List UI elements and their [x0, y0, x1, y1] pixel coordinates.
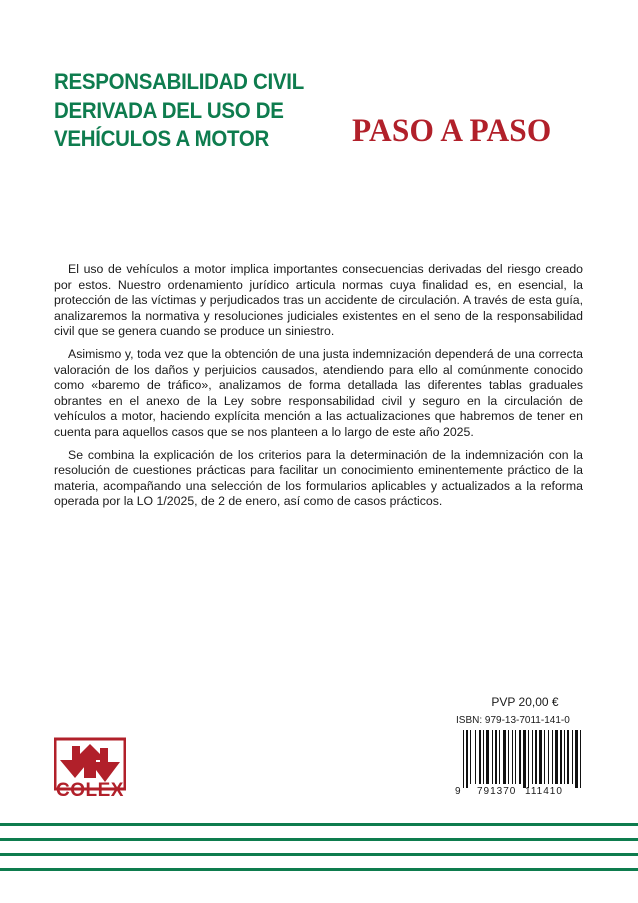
- description-paragraph-2: Asimismo y, toda vez que la obtención de una justa indemnización dependerá de una correcta valoración de los daños y perjuicios causados, atendiendo para ello al comúnmente conocido como «baremo de tráfico», analizamos de forma detallada las diferentes tablas graduales obrantes en el anexo de la Ley sobre responsabilidad civil y seguro en la circulación de vehículos a motor, haciendo explícita mención a las actualizaciones que habremos de tener en cuenta para aquellos casos que se nos planteen a lo largo de este año 2025.: [54, 346, 583, 439]
- title-line-3: VEHÍCULOS A MOTOR: [54, 126, 270, 151]
- series-name: PASO A PASO: [352, 113, 552, 149]
- barcode-bar: [515, 730, 516, 784]
- book-title: [54, 68, 304, 154]
- barcode-digit-first: 9: [455, 786, 461, 797]
- barcode-bar: [580, 730, 581, 788]
- barcode-bars: [463, 730, 581, 788]
- description-paragraph-3: Se combina la explicación de los criterios para la determinación de la indemnización con la resolución de cuestiones prácticas para facilitar un conocimiento eminentemente práctico de la materia, acompañando una selección de los formularios aplicables y actualizados a la reforma operada por la LO 1/2025, de 2 de enero, así como de casos prácticos.: [54, 447, 583, 509]
- barcode-group-right: 111410: [525, 786, 563, 797]
- footer-stripe-2: [0, 838, 638, 841]
- footer-stripe-3: [0, 853, 638, 856]
- barcode-bar: [499, 730, 500, 784]
- barcode-bar: [479, 730, 481, 784]
- barcode: [455, 728, 583, 798]
- barcode-bar: [555, 730, 558, 784]
- barcode-bar: [463, 730, 464, 788]
- footer-stripe-1: [0, 823, 638, 826]
- barcode-bar: [532, 730, 533, 784]
- barcode-group-left: 791370: [477, 786, 517, 797]
- barcode-bar: [548, 730, 549, 784]
- barcode-bar: [466, 730, 468, 788]
- back-cover-description: [54, 262, 583, 517]
- publisher-name: COLEX: [56, 780, 124, 801]
- barcode-bar: [503, 730, 506, 784]
- description-paragraph-1: El uso de vehículos a motor implica importantes consecuencias derivadas del riesgo creado por estos. Nuestro ordenamiento jurídico articula normas cuya finalidad es, en esencial, la protección de las víctimas y perjudicados tras un accidente de circulación. A través de esta guía, analizaremos la normativa y resoluciones judiciales existentes en el seno de la responsabilidad civil que se genera cuando se produce un siniestro.: [54, 262, 583, 339]
- barcode-bar: [483, 730, 484, 784]
- barcode-bar: [492, 730, 493, 784]
- barcode-bar: [486, 730, 489, 784]
- barcode-bar: [512, 730, 513, 784]
- barcode-bar: [572, 730, 573, 784]
- barcode-bar: [564, 730, 565, 784]
- barcode-bar: [575, 730, 578, 788]
- barcode-bar: [552, 730, 553, 784]
- barcode-bar: [508, 730, 509, 784]
- barcode-bar: [475, 730, 476, 784]
- barcode-bar: [528, 730, 529, 788]
- isbn-label: ISBN: 979-13-7011-141-0: [456, 715, 570, 726]
- barcode-bar: [567, 730, 569, 784]
- price-label: PVP 20,00 €: [491, 695, 559, 709]
- footer-stripe-4: [0, 868, 638, 871]
- barcode-bar: [523, 730, 526, 788]
- barcode-bar: [535, 730, 537, 784]
- barcode-bar: [544, 730, 545, 784]
- barcode-bar: [519, 730, 521, 784]
- title-line-1: RESPONSABILIDAD CIVIL: [54, 69, 304, 94]
- barcode-bar: [539, 730, 542, 784]
- title-line-2: DERIVADA DEL USO DE: [54, 97, 284, 123]
- barcode-bar: [470, 730, 471, 784]
- barcode-bar: [560, 730, 562, 784]
- barcode-bar: [495, 730, 497, 784]
